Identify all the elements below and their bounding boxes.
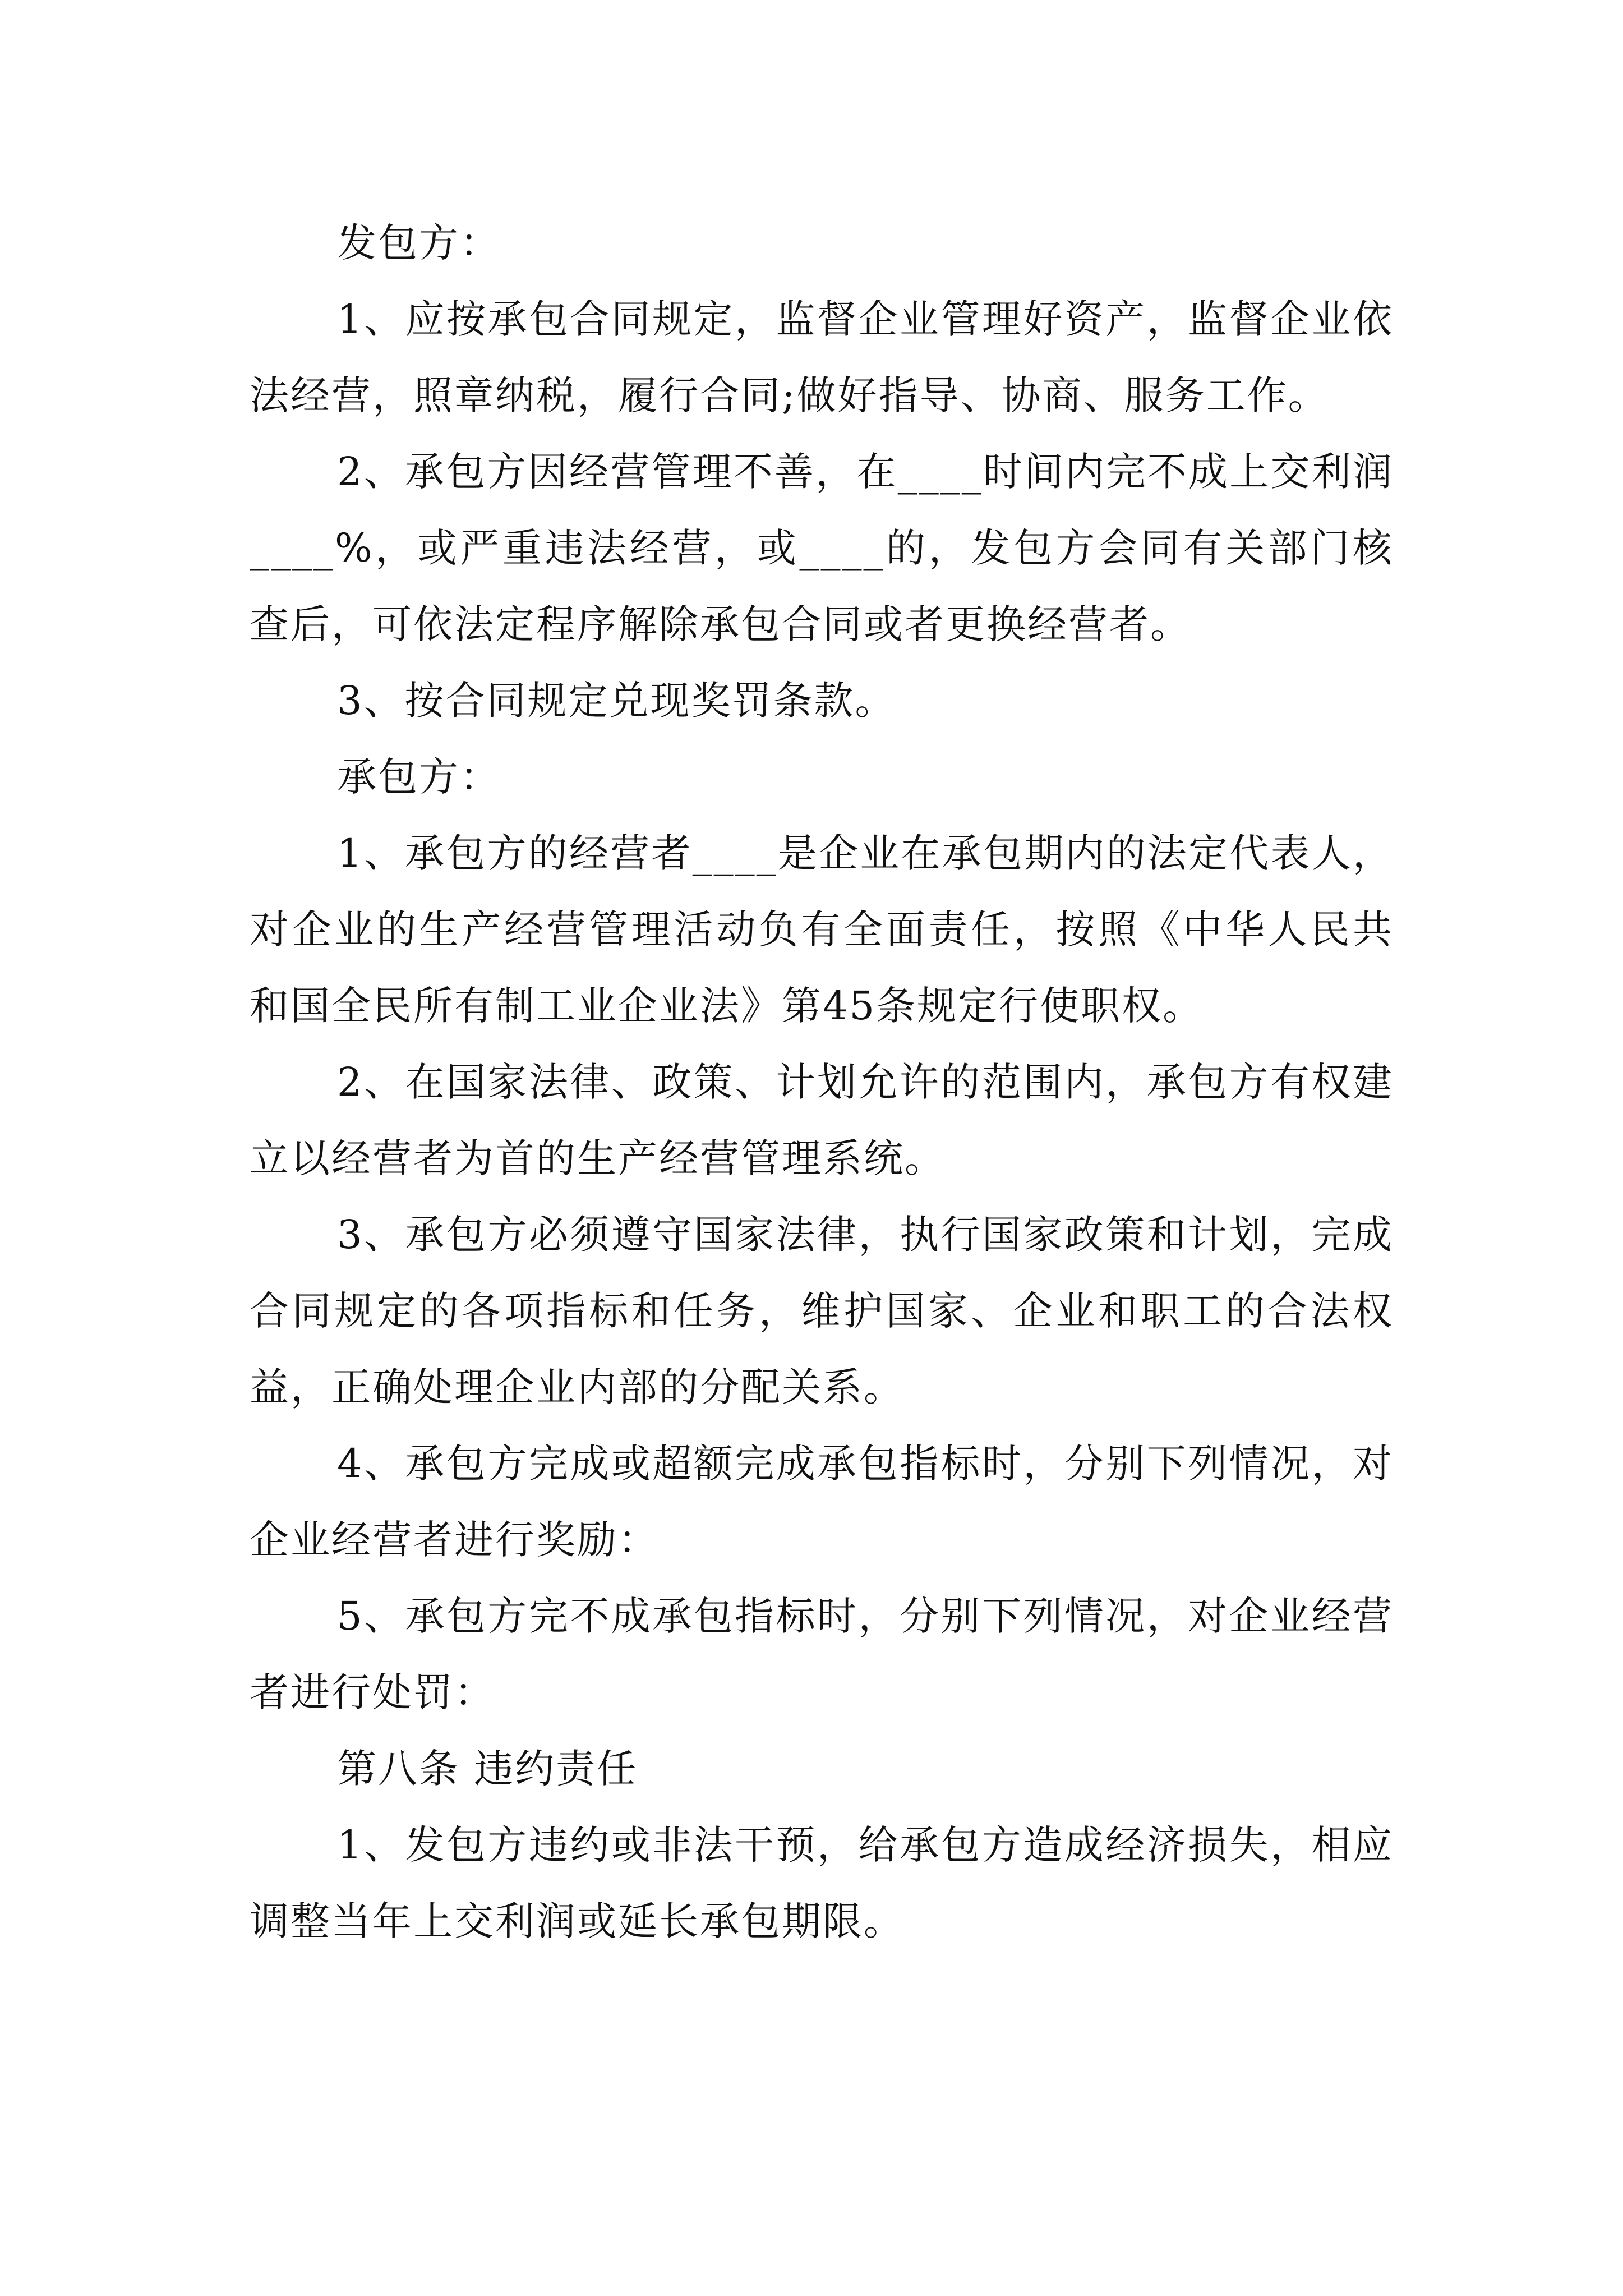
paragraph-contractor-item-2: 2、在国家法律、政策、计划允许的范围内，承包方有权建立以经营者为首的生产经营管理系统。 <box>250 1059 1394 1181</box>
article-heading-breach: 第八条 违约责任 <box>337 1746 638 1792</box>
section-heading-contractor: 承包方： <box>337 754 501 800</box>
paragraph-contractor-item-3: 3、承包方必须遵守国家法律，执行国家政策和计划，完成合同规定的各项指标和任务，维护国家、企业和职工的合法权益，正确处理企业内部的分配关系。 <box>250 1212 1394 1410</box>
paragraph-contractor-item-1: 1、承包方的经营者____是企业在承包期内的法定代表人，对企业的生产经营管理活动负有全面责任，按照《中华人民共和国全民所有制工业企业法》第45条规定行使职权。 <box>250 830 1394 1029</box>
paragraph-employer-item-3: 3、按合同规定兑现奖罚条款。 <box>337 678 896 724</box>
paragraph-contractor-item-4: 4、承包方完成或超额完成承包指标时，分别下列情况，对企业经营者进行奖励： <box>250 1441 1394 1563</box>
section-heading-employer: 发包方： <box>337 220 501 266</box>
paragraph-employer-item-2: 2、承包方因经营管理不善，在____时间内完不成上交利润____%，或严重违法经营，或____的，发包方会同有关部门核查后，可依法定程序解除承包合同或者更换经营者。 <box>250 449 1394 647</box>
paragraph-contractor-item-5: 5、承包方完不成承包指标时，分别下列情况，对企业经营者进行处罚： <box>250 1593 1394 1715</box>
paragraph-employer-item-1: 1、应按承包合同规定，监督企业管理好资产，监督企业依法经营，照章纳税，履行合同;做好指导、协商、服务工作。 <box>250 296 1394 418</box>
document-body <box>250 205 1394 1959</box>
paragraph-breach-item-1: 1、发包方违约或非法干预，给承包方造成经济损失，相应调整当年上交利润或延长承包期限。 <box>250 1822 1394 1944</box>
